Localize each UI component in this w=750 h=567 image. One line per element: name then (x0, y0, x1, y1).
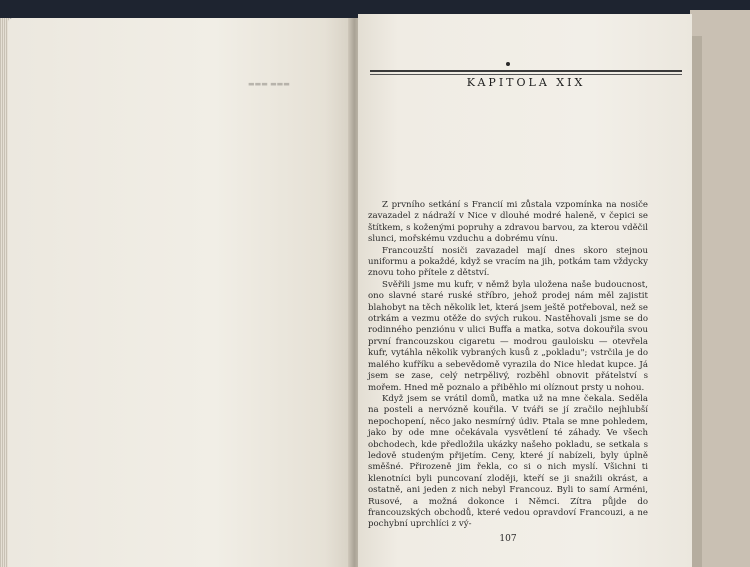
body-text (368, 200, 648, 531)
page-number: 107 (499, 534, 517, 544)
chapter-title: KAPITOLA XIX (466, 76, 586, 89)
paragraph: Svěřili jsme mu kufr, v němž byla uložena naše budoucnost, ono slavné staré ruské stříbro, jehož prodej nám měl zajistit blahobyt na těch několik let, která jsem ještě potřeboval, než se otrkám a vezmu otěže do svých rukou. Nastěhovali jsme se do rodinného penziónu v ulici Buffa a matka, sotva dokouřila svou první francouzskou cigaretu — modrou gauloisku — otevřela kufr, vytáhla několik vybraných kusů z „pokladu"; vstrčila je do malého kufříku a sebevědomě vyrazila do Nice hledat kupce. Já jsem se zase, celý netrpělivý, rozběhl obnovit přátelství s mořem. Hned mě poznalo a přiběhlo mi olíznout prsty u nohou. (368, 279, 648, 393)
show-through-text: ▬▬▬ ▬▬▬ (248, 80, 290, 88)
header-rule (370, 70, 682, 72)
book-back-edge (690, 10, 750, 567)
left-page (8, 18, 352, 567)
paragraph: Z prvního setkání s Francií mi zůstala vzpomínka na nosiče zavazadel z nádraží v Nice v dlouhé modré haleně, v čepici se štítkem, s koženými popruhy a zdravou barvou, za kterou vděčil slunci, mořskému vzduchu a dobrému vínu. (368, 200, 648, 245)
ornament-dot (506, 62, 510, 66)
paragraph: Francouzští nosiči zavazadel mají dnes skoro stejnou uniformu a pokaždé, když se vracím na jih, potkám tam vždycky znovu toho přítele z dětství. (368, 245, 648, 279)
paragraph: Když jsem se vrátil domů, matka už na mne čekala. Seděla na posteli a nervózně kouřila. V tváři se jí zračilo nejhlubší nepochopení, něco jako nesmírný údiv. Ptala se mne pohledem, jako by ode mne očekávala vysvětlení té záhady. Ve všech obchodech, kde předložila ukázky našeho pokladu, se setkala s ledově studeným přijetím. Ceny, které jí nabízeli, byly úplně směšné. Přirozeně jim řekla, co si o nich myslí. Všichni ti klenotníci byli puncovaní zloději, kteří se ji snažili okrást, a ostatně, ani jeden z nich nebyl Francouz. Byli to samí Arméni, Rusové, a možná dokonce i Němci. Zítra půjde do francouzských obchodů, které vedou opravdoví Francouzi, a ne pochybní uprchlíci z vý- (368, 393, 648, 530)
right-page (358, 14, 692, 567)
